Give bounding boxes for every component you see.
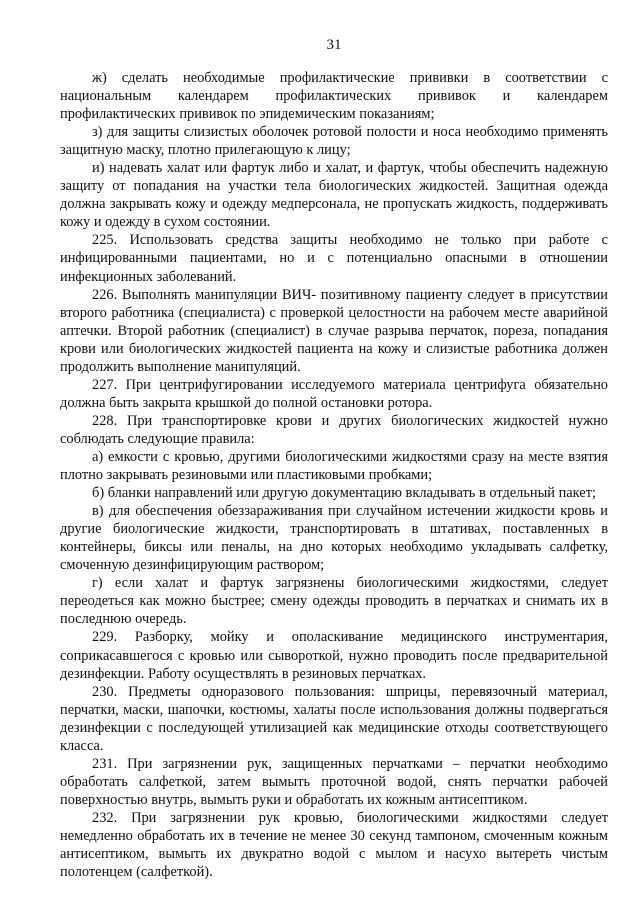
paragraph-item-zh: ж) сделать необходимые профилактические прививки в соответствии с национальным календарем профилактических прививок и календарем профилактических прививок по эпидемическим показаниям; (60, 70, 608, 123)
page-number: 31 (326, 37, 342, 53)
paragraph-item-g: г) если халат и фартук загрязнены биологическими жидкостями, следует переодеться как можно быстрее; смену одежды проводить в перчатках и снимать их в последнюю очередь. (60, 575, 608, 628)
paragraph-item-b: б) бланки направлений или другую документацию вкладывать в отдельный пакет; (92, 485, 596, 502)
paragraph-item-v: в) для обеспечения обеззараживания при случайном истечении жидкости кровь и другие биологические жидкости, транспортировать в штативах, поставленных в контейнеры, биксы или пеналы, на дно которых необходимо укладывать салфетку, смоченную дезинфицирующим раствором; (60, 503, 608, 574)
paragraph-item-i: и) надевать халат или фартук либо и халат, и фартук, чтобы обеспечить надежную защиту от попадания на участки тела биологических жидкостей. Защитная одежда должна закрывать кожу и одежду медперсонала, не пропускать жидкость, поддерживать кожу и одежду в сухом состоянии. (60, 160, 608, 231)
paragraph-232: 232. При загрязнении рук кровью, биологическими жидкостями следует немедленно обработать их в течение не менее 30 секунд тампоном, смоченным кожным антисептиком, вымыть их двукратно водой с мылом и насухо вытереть чистым полотенцем (салфеткой). (60, 809, 608, 881)
paragraph-229: 229. Разборку, мойку и ополаскивание медицинского инструментария, соприкасавшегося с кровью или сывороткой, нужно проводить после предварительной дезинфекции. Работу осуществлять в резиновых перчатках. (60, 629, 608, 682)
paragraph-230: 230. Предметы одноразового пользования: шприцы, перевязочный материал, перчатки, маски, шапочки, костюмы, халаты после использования должны подвергаться дезинфекции с последующей утилизацией как медицинские отходы соответствующего класса. (60, 683, 608, 754)
paragraph-225: 225. Использовать средства защиты необходимо не только при работе с инфицированными пациентами, но и с потенциально опасными в отношении инфекционных заболеваний. (60, 232, 608, 285)
paragraph-item-z: з) для защиты слизистых оболочек ротовой полости и носа необходимо применять защитную маску, плотно прилегающую к лицу; (60, 124, 608, 159)
paragraph-231: 231. При загрязнении рук, защищенных перчатками – перчатки необходимо обработать салфеткой, затем вымыть проточной водой, снять перчатки рабочей поверхностью внутрь, вымыть руки и обработать их кожным антисептиком. (60, 755, 608, 808)
paragraph-item-a: а) емкости с кровью, другими биологическими жидкостями сразу на месте взятия плотно закрывать резиновыми или пластиковыми пробками; (60, 448, 608, 484)
paragraph-227: 227. При центрифугировании исследуемого материала центрифуга обязательно должна быть закрыта крышкой до полной остановки ротора. (60, 376, 608, 411)
paragraph-226: 226. Выполнять манипуляции ВИЧ- позитивному пациенту следует в присутствии второго работника (специалиста) с проверкой целостности на рабочем месте аварийной аптечки. Второй работник (специалист) в случае разрыва перчаток, пореза, попадания крови или биологических жидкостей пациента на кожу и слизистые работника должен продолжить выполнение манипуляций. (60, 286, 608, 375)
paragraph-228: 228. При транспортировке крови и других биологических жидкостей нужно соблюдать следующие правила: (60, 412, 608, 447)
